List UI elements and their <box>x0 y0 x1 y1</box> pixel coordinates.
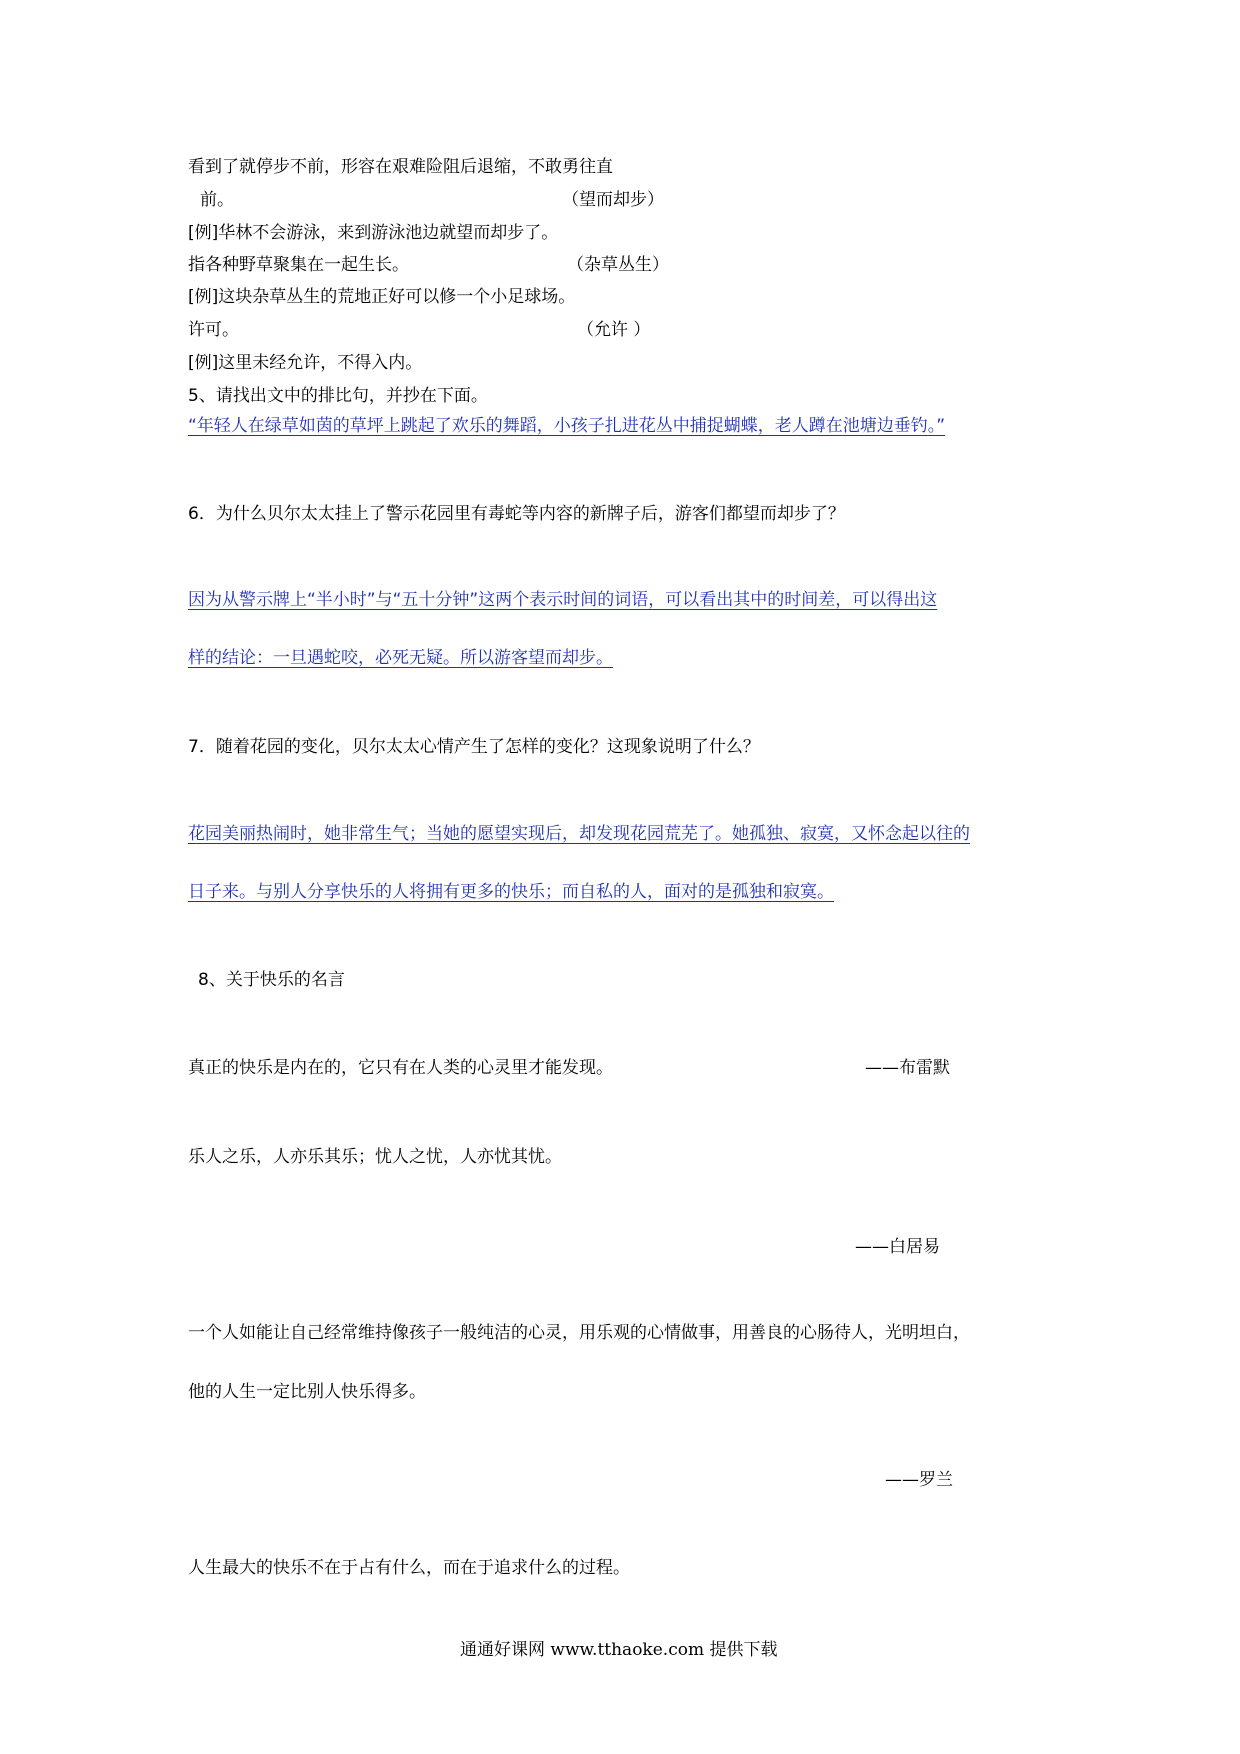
vocab-2-definition: 指各种野草聚集在一起生长。 <box>188 255 409 275</box>
question-7: 7．随着花园的变化，贝尔太太心情产生了怎样的变化？这现象说明了什么？ <box>188 737 760 757</box>
page-footer: 通通好课网 www.tthaoke.com 提供下载 <box>460 1640 778 1660</box>
vocab-2-example: [例]这块杂草丛生的荒地正好可以修一个小足球场。 <box>188 287 576 307</box>
quote-2-text: 乐人之乐，人亦乐其乐；忧人之忧，人亦忧其忧。 <box>188 1147 562 1167</box>
vocab-2-term: （杂草丛生） <box>567 255 669 275</box>
quote-1-author: ——布雷默 <box>865 1058 950 1078</box>
quote-2-author: ——白居易 <box>855 1237 940 1257</box>
vocab-1-example: [例]华林不会游泳，来到游泳池边就望而却步了。 <box>188 223 559 243</box>
vocab-3-example: [例]这里未经允许，不得入内。 <box>188 353 423 373</box>
quote-3-text-line2: 他的人生一定比别人快乐得多。 <box>188 1382 426 1402</box>
quote-3-author: ——罗兰 <box>885 1470 953 1490</box>
vocab-1-definition-line2: 前。 <box>200 190 234 210</box>
quote-1-text: 真正的快乐是内在的，它只有在人类的心灵里才能发现。 <box>188 1058 613 1078</box>
vocab-1-term: （望而却步） <box>562 190 664 210</box>
answer-7-line2: 日子来。与别人分享快乐的人将拥有更多的快乐；而自私的人，面对的是孤独和寂寞。 <box>188 882 834 902</box>
vocab-3-definition: 许可。 <box>188 320 239 340</box>
question-6: 6．为什么贝尔太太挂上了警示花园里有毒蛇等内容的新牌子后，游客们都望而却步了？ <box>188 504 845 524</box>
question-8-heading: 8、关于快乐的名言 <box>198 970 345 990</box>
question-5: 5、请找出文中的排比句，并抄在下面。 <box>188 386 488 406</box>
quote-4-text: 人生最大的快乐不在于占有什么，而在于追求什么的过程。 <box>188 1558 630 1578</box>
answer-5: “年轻人在绿草如茵的草坪上跳起了欢乐的舞蹈，小孩子扎进花丛中捕捉蝴蝶，老人蹲在池塘边垂钓。” <box>188 416 946 436</box>
vocab-3-term: （允许 ） <box>577 320 651 340</box>
vocab-1-definition-line1: 看到了就停步不前，形容在艰难险阻后退缩，不敢勇往直 <box>188 157 613 177</box>
answer-6-line2: 样的结论：一旦遇蛇咬，必死无疑。所以游客望而却步。 <box>188 648 613 668</box>
answer-7-line1: 花园美丽热闹时，她非常生气；当她的愿望实现后，却发现花园荒芜了。她孤独、寂寞，又怀念起以往的 <box>188 824 970 844</box>
quote-3-text-line1: 一个人如能让自己经常维持像孩子一般纯洁的心灵，用乐观的心情做事，用善良的心肠待人，光明坦白， <box>188 1323 970 1343</box>
answer-6-line1: 因为从警示牌上“半小时”与“五十分钟”这两个表示时间的词语，可以看出其中的时间差，可以得出这 <box>188 590 938 610</box>
